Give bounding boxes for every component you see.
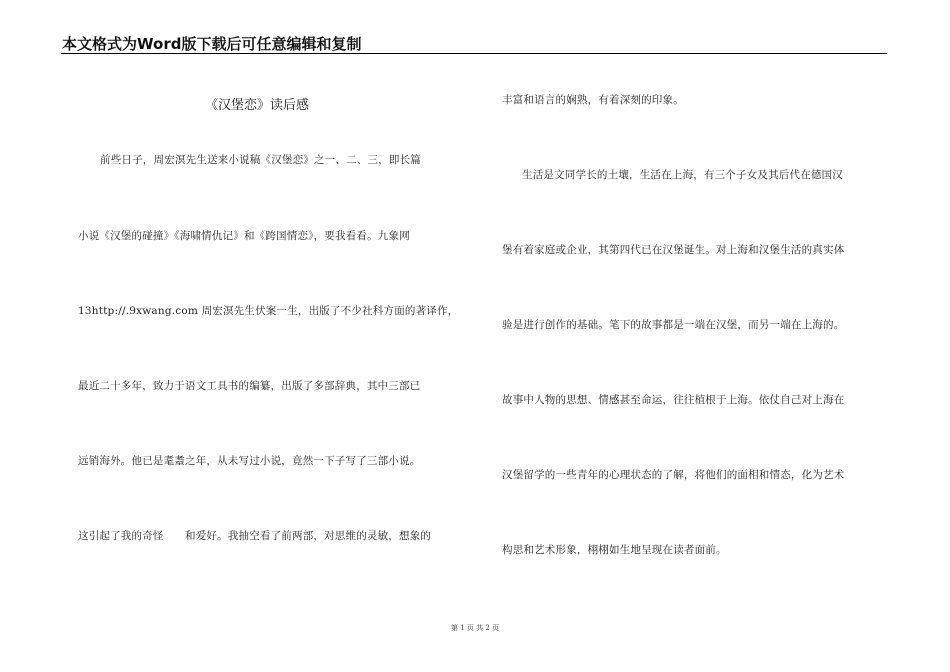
page-number-footer: 第 1 页 共 2 页 xyxy=(450,624,500,632)
text-line-right-4: 验是进行创作的基础。笔下的故事都是一端在汉堡，而另一端在上海的。 xyxy=(502,319,845,331)
text-line-left-3: 13http://.9xwang.com 周宏溟先生伏案一生，出版了不少社科方面的著译作， xyxy=(78,305,459,317)
text-line-right-2: 生活是文同学长的土壤，生活在上海，有三个子女及其后代在德国汉 xyxy=(522,169,843,181)
document-header-title: 本文格式为Word版下载后可任意编辑和复制 xyxy=(62,35,362,53)
text-line-left-1: 前些日子，周宏溟先生送来小说稿《汉堡恋》之一、二、三，即长篇 xyxy=(100,154,421,166)
text-line-left-4: 最近二十多年，致力于语文工具书的编纂，出版了多部辞典，其中三部已 xyxy=(78,380,421,392)
text-line-right-3: 堡有着家庭或企业，其第四代已在汉堡诞生。对上海和汉堡生活的真实体 xyxy=(502,244,845,256)
essay-title: 《汉堡恋》读后感 xyxy=(205,98,310,113)
text-line-right-6: 汉堡留学的一些青年的心理状态的了解，将他们的面相和情态，化为艺术 xyxy=(502,469,845,481)
text-line-left-5: 远销海外。他已是耄耋之年，从未写过小说，竟然一下子写了三部小说。 xyxy=(78,455,421,467)
header-divider xyxy=(61,53,887,54)
text-line-right-7: 构思和艺术形象，栩栩如生地呈现在读者面前。 xyxy=(502,544,727,556)
text-line-left-2: 小说《汉堡的碰撞》《海啸情仇记》和《跨国情恋》，要我看看。九象网 xyxy=(78,230,410,242)
text-line-right-1: 丰富和语言的娴熟，有着深刻的印象。 xyxy=(502,94,684,106)
text-line-right-5: 故事中人物的思想、情感甚至命运，往往植根于上海。依仗自己对上海在 xyxy=(502,394,845,406)
text-line-left-6: 这引起了我的奇怪 和爱好。我抽空看了前两部，对思维的灵敏，想象的 xyxy=(78,530,432,542)
